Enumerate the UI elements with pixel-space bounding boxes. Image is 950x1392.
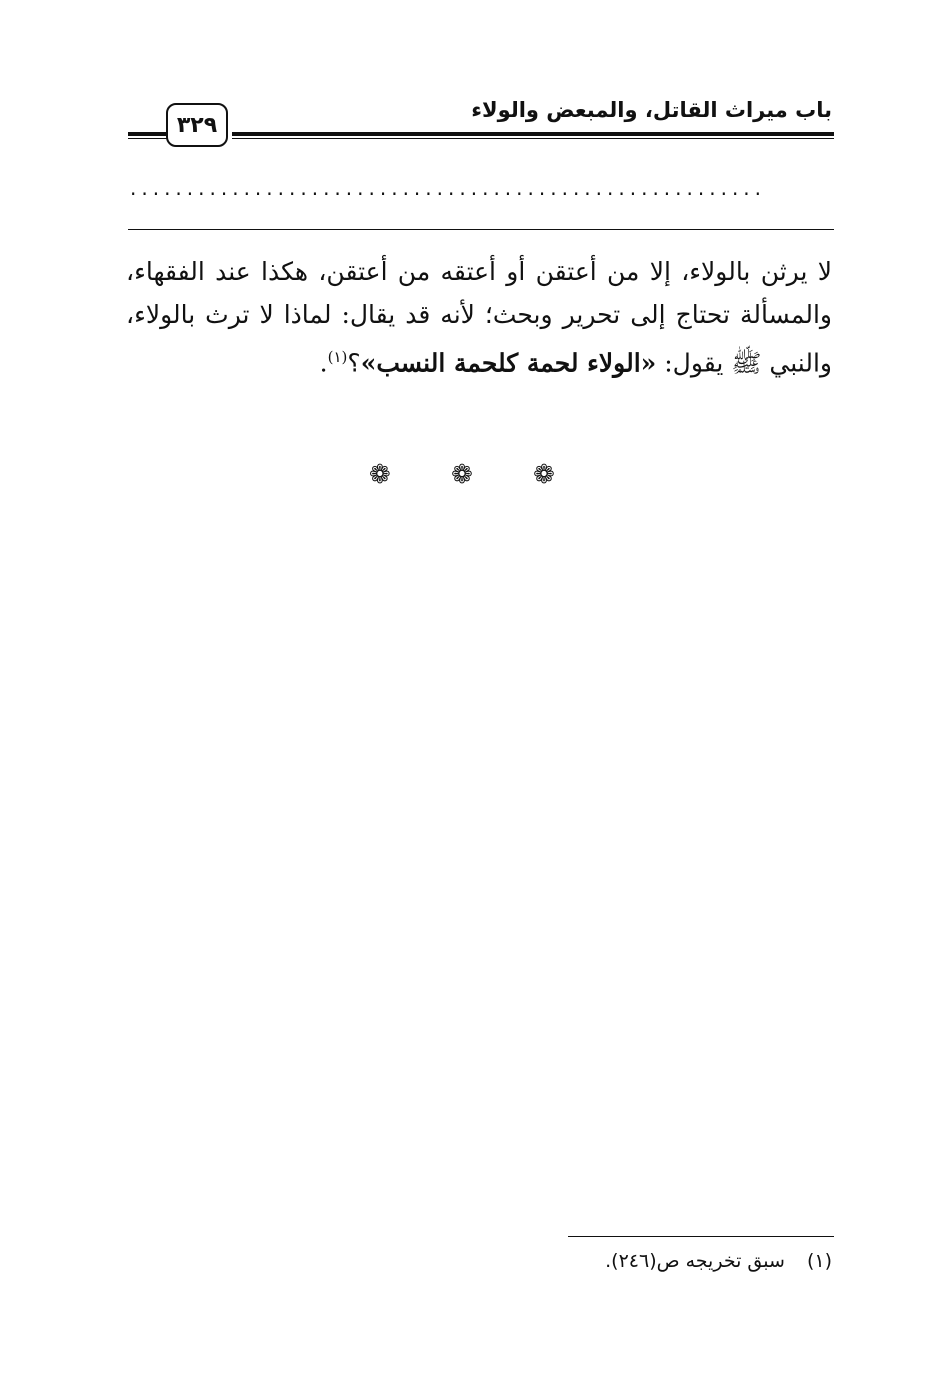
footnote-ref[interactable]: (١)	[327, 348, 348, 366]
hadith-quote: «الولاء لحمة كلحمة النسب»	[360, 348, 657, 378]
footnote-text: سبق تخريجه ص(٢٤٦).	[605, 1250, 785, 1272]
footnote-rule	[568, 1236, 834, 1237]
chapter-title: باب ميراث القاتل، والمبعض والولاء	[471, 98, 832, 122]
ornament-stars: ❁ ❁ ❁	[369, 460, 581, 490]
body-paragraph	[126, 250, 832, 384]
footnote	[605, 1250, 832, 1272]
dotted-separator: ........................................................	[130, 176, 767, 200]
header-rule-thick	[232, 132, 834, 136]
section-rule	[128, 229, 834, 230]
end-punct: .	[319, 348, 328, 378]
header-rule-left-thin	[128, 138, 168, 139]
body-text-main: لا يرثن بالولاء، إلا من أعتقن أو أعتقه من أعتقن، هكذا عند الفقهاء، والمسألة تحتاج إلى تحرير وبحث؛ لأنه قد يقال: لماذا لا ترث بالولاء، والنبي ﷺ يقول:	[126, 257, 832, 378]
page-number: ٣٢٩	[166, 103, 228, 147]
header-rule-left-thick	[128, 132, 168, 136]
footnote-number: (١)	[806, 1250, 832, 1272]
header-rule-thin	[232, 138, 834, 139]
question-mark: ؟	[347, 348, 361, 378]
